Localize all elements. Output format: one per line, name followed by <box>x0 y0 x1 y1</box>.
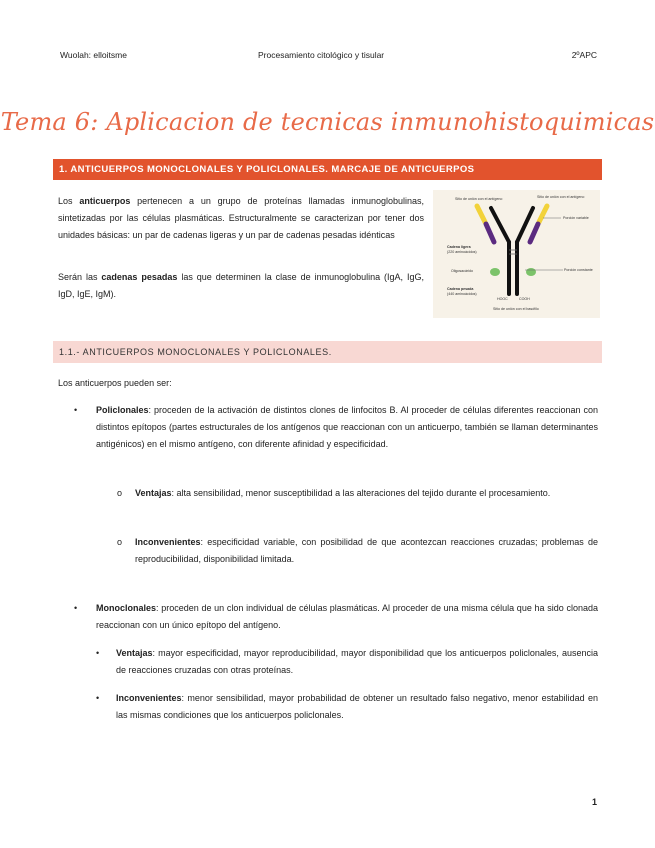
label-cooh: COOH <box>519 297 530 301</box>
label-cadena-ligera: Cadena ligera <box>447 245 471 249</box>
label-cadena-pesada: Cadena pesada <box>447 287 474 291</box>
bullet-monoclonales: • <box>74 603 78 613</box>
page-title: Tema 6: Aplicacion de tecnicas inmunohistoquimicas <box>0 108 655 136</box>
section1-paragraph1: Los anticuerpos pertenecen a un grupo de proteínas llamadas inmunoglobulinas, sintetizadas por las células plasmáticas. Estructuralmente se caracterizan por tener dos unidades básicas: un par de cadenas ligeras y un par de cadenas pesadas idénticas <box>58 196 424 240</box>
label-cadena-ligera-sub: (220 aminoácidos) <box>447 250 477 254</box>
section2-intro: Los anticuerpos pueden ser: <box>58 378 172 388</box>
antibody-structure-figure <box>433 190 600 318</box>
item-policlonales-inconvenientes: Inconvenientes: especificidad variable, con posibilidad de que acontezcan reacciones cruzadas; problemas de reproducibilidad, disponibilidad limitada. <box>135 537 598 564</box>
label-cadena-pesada-sub: (440 aminoácidos) <box>447 292 477 296</box>
heavy-chain-right <box>517 208 533 294</box>
heavy-chain-left <box>491 208 509 294</box>
label-hooc: HOOC <box>497 297 508 301</box>
item-monoclonales-ventajas: Ventajas: mayor especificidad, mayor reproducibilidad, mayor disponibilidad que los anticuerpos policlonales, ausencia de reacciones cruzadas con otras proteínas. <box>116 648 598 675</box>
item-policlonales: Policlonales: proceden de la activación de distintos clones de linfocitos B. Al proceder de células diferentes reaccionan con distintos epítopos (partes estructurales de los antígenos que reaccionan con un anticuerpo, también se llaman determinantes antigénicos) en el mismo antígeno, con diferente afinidad y especificidad. <box>96 405 598 449</box>
bullet-monoclonales-inconvenientes: • <box>96 693 100 703</box>
label-oligosacarido: Oligosacárido <box>451 269 473 273</box>
antibody-diagram <box>433 190 600 318</box>
oligosaccharide-right <box>526 268 536 276</box>
label-porcion-variable: Porción variable <box>563 216 589 220</box>
bullet-policlonales: • <box>74 405 78 415</box>
header-course: 2ºAPC <box>571 50 597 60</box>
label-sitio-basofilo: Sitio de unión con el basófilo <box>493 307 539 311</box>
header-subject: Procesamiento citológico y tisular <box>258 50 385 60</box>
item-policlonales-ventajas: Ventajas: alta sensibilidad, menor susceptibilidad a las alteraciones del tejido durante el procesamiento. <box>135 488 551 498</box>
label-porcion-constante: Porción constante <box>564 268 593 272</box>
bullet-monoclonales-ventajas: • <box>96 648 100 658</box>
label-sitio-union-left: Sitio de unión con el antígeno <box>455 197 503 201</box>
label-sitio-union-right: Sitio de unión con el antígeno <box>537 195 585 199</box>
section1-heading: 1. ANTICUERPOS MONOCLONALES Y POLICLONALES. MARCAJE DE ANTICUERPOS <box>53 159 602 180</box>
header-author: Wuolah: elloitsme <box>60 50 127 60</box>
item-monoclonales-inconvenientes: Inconvenientes: menor sensibilidad, mayor probabilidad de obtener un resultado falso negativo, menor estabilidad en las mismas condiciones que los anticuerpos policlonales. <box>116 693 598 720</box>
term-cadenas-pesadas: cadenas pesadas <box>101 272 178 282</box>
item-monoclonales: Monoclonales: proceden de un clon individual de células plasmáticas. Al proceder de una misma célula que ha sido clonada reaccionan con un único epítopo del antígeno. <box>96 603 598 630</box>
page-number: 1 <box>592 797 598 807</box>
term-anticuerpos: anticuerpos <box>79 196 131 206</box>
section1-paragraph2: Serán las cadenas pesadas las que determinen la clase de inmunoglobulina (IgA, IgG, IgD, IgE, IgM). <box>58 272 425 299</box>
section2-heading: 1.1.- ANTICUERPOS MONOCLONALES Y POLICLONALES. <box>53 341 602 363</box>
bullet-policlonales-inconvenientes: o <box>117 537 123 547</box>
bullet-policlonales-ventajas: o <box>117 488 123 498</box>
oligosaccharide-left <box>490 268 500 276</box>
